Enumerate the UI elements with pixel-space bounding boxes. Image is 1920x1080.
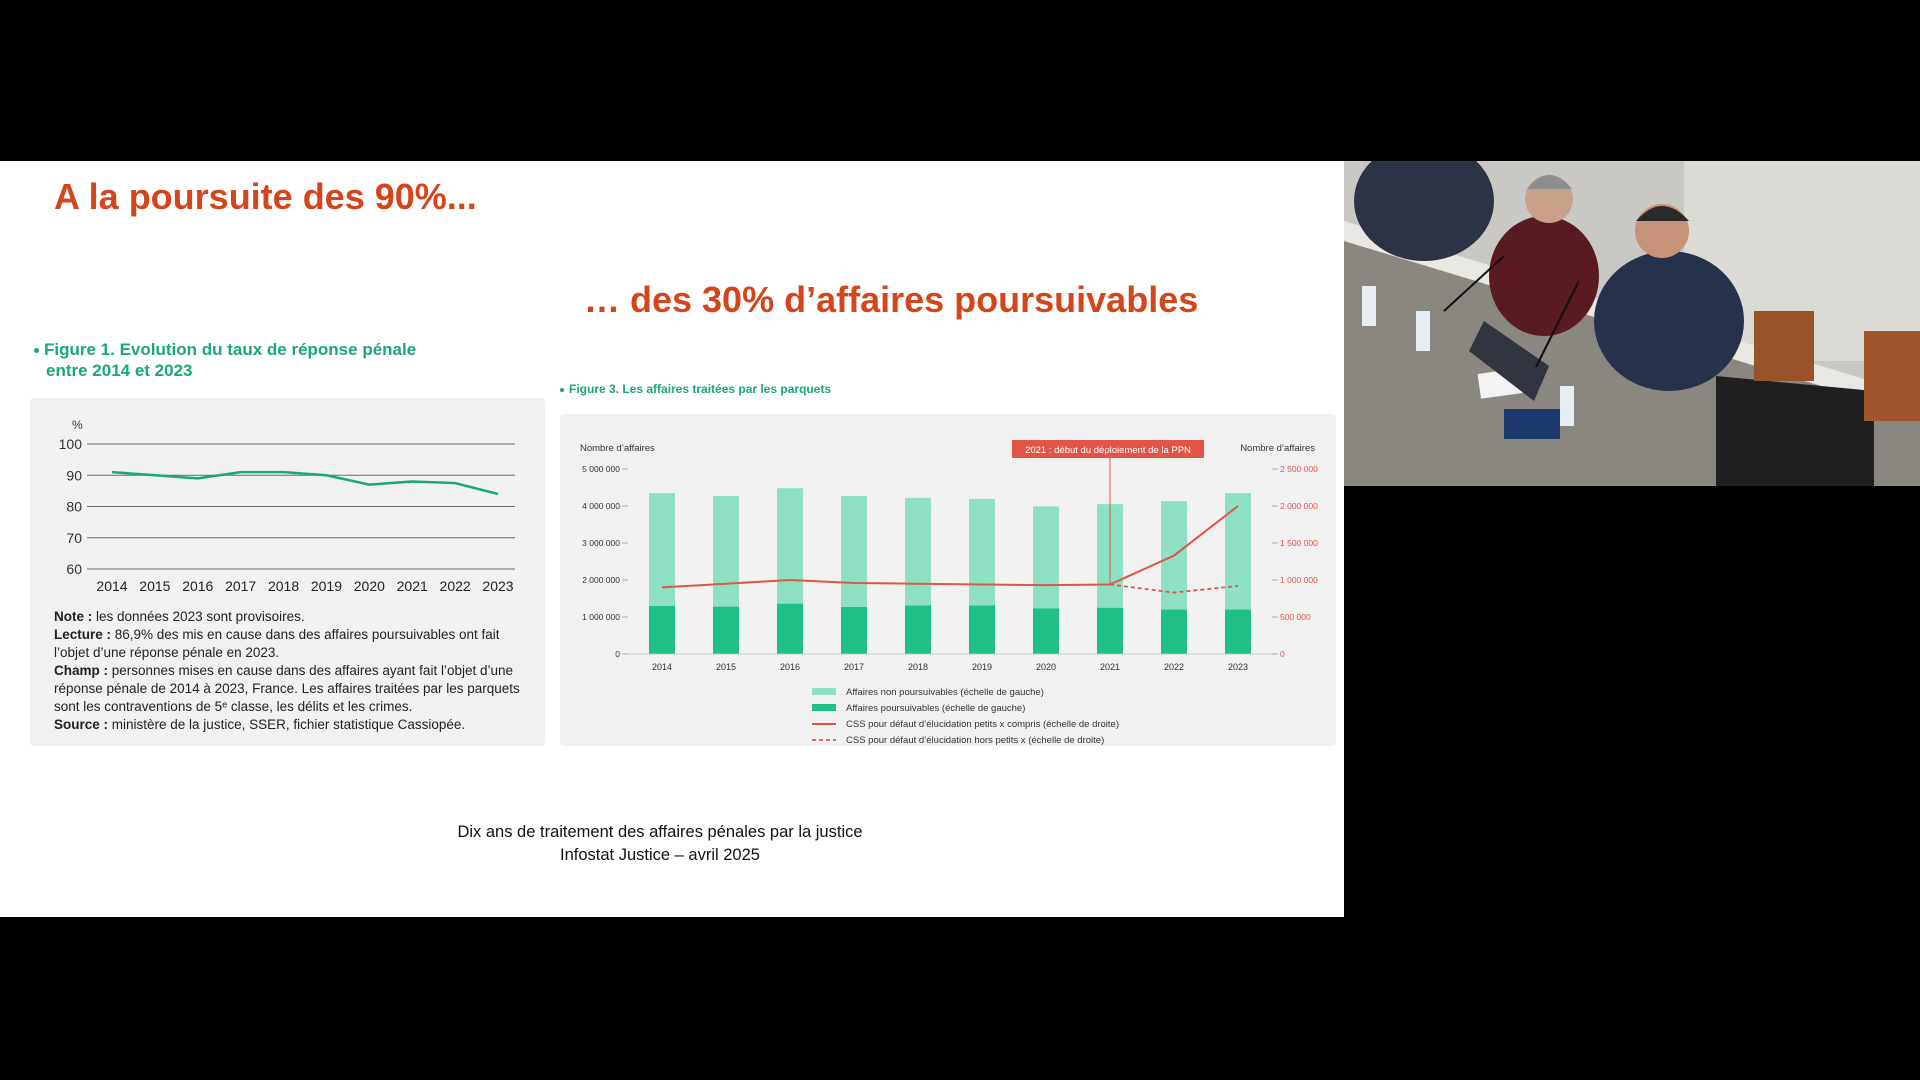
person-right-body: [1594, 251, 1744, 391]
slide-footer: [420, 821, 900, 867]
figure3-panel: [560, 414, 1336, 746]
source-line: [54, 716, 534, 734]
right-axis-title: Nombre d’affaires: [1240, 443, 1315, 454]
bar-non-poursuivables: [713, 496, 739, 607]
figure1-caption-line1: Figure 1. Evolution du taux de réponse pénale: [44, 340, 417, 359]
y-tick-label: 90: [66, 467, 82, 484]
source-label: Source :: [54, 717, 109, 732]
x-tick-label: 2014: [651, 662, 673, 672]
bar-poursuivables: [1161, 610, 1187, 654]
webcam-scene: [1344, 161, 1920, 486]
footer-line2: Infostat Justice – avril 2025: [560, 846, 760, 864]
bar-poursuivables: [1033, 608, 1059, 654]
bar-poursuivables: [841, 607, 867, 654]
water-bottle: [1560, 386, 1574, 426]
y-tick-label: 100: [58, 436, 82, 452]
bar-non-poursuivables: [1225, 493, 1251, 610]
lecture-line: [54, 626, 534, 662]
bar-non-poursuivables: [841, 496, 867, 607]
chair: [1864, 331, 1920, 421]
figure3-caption-text: Figure 3. Les affaires traitées par les parquets: [569, 382, 832, 396]
x-tick-label: 2019: [971, 662, 993, 672]
x-tick-label: 2023: [482, 578, 514, 594]
right-tick-label: 2 500 000: [1280, 464, 1318, 474]
x-tick-label: 2023: [1227, 662, 1249, 672]
water-bottle: [1362, 286, 1376, 326]
bar-poursuivables: [777, 604, 803, 654]
y-tick-label: 80: [66, 498, 82, 515]
bar-poursuivables: [1225, 610, 1251, 654]
bar-poursuivables: [649, 606, 675, 654]
x-tick-label: 2020: [353, 578, 385, 594]
x-tick-label: 2018: [267, 578, 300, 594]
left-axis-title: Nombre d’affaires: [580, 443, 655, 454]
figure1-chart: [30, 398, 545, 608]
x-tick-label: 2018: [907, 662, 929, 672]
x-tick-label: 2016: [779, 662, 801, 672]
left-tick-label: 4 000 000: [582, 501, 620, 511]
lecture-label: Lecture :: [54, 627, 112, 642]
slide-subtitle: … des 30% d’affaires poursuivables: [584, 279, 1199, 320]
figure1-caption-line2: entre 2014 et 2023: [46, 361, 193, 380]
x-tick-label: 2021: [1099, 662, 1121, 672]
bar-non-poursuivables: [1033, 506, 1059, 608]
left-tick-label: 3 000 000: [582, 538, 620, 548]
right-tick-label: 1 500 000: [1280, 538, 1318, 548]
bar-non-poursuivables: [905, 498, 931, 606]
champ-line: [54, 662, 534, 716]
x-tick-label: 2017: [843, 662, 865, 672]
bar-poursuivables: [969, 606, 995, 654]
bullet-icon: [34, 348, 39, 353]
legend-swatch-non-poursuivables: [812, 688, 836, 695]
legend-label: CSS pour défaut d’élucidation hors petits x (échelle de droite): [846, 735, 1105, 746]
person-middle-body: [1489, 216, 1599, 336]
figure1-notes: [54, 608, 534, 734]
x-tick-label: 2019: [310, 578, 343, 594]
lecture-text: 86,9% des mis en cause dans des affaires poursuivables ont fait l’objet d’une réponse pénale en 2023.: [54, 627, 500, 660]
x-tick-label: 2014: [96, 578, 128, 594]
monitor: [1716, 376, 1874, 486]
left-tick-label: 1 000 000: [582, 612, 620, 622]
left-tick-label: 0: [615, 649, 620, 659]
right-tick-label: 1 000 000: [1280, 575, 1318, 585]
x-tick-label: 2015: [139, 578, 171, 594]
figure3-caption: [560, 382, 831, 396]
book: [1504, 409, 1560, 439]
x-tick-label: 2016: [182, 578, 214, 594]
annotation-text: 2021 : début du déploiement de la PPN: [1025, 445, 1191, 456]
champ-label: Champ :: [54, 663, 108, 678]
legend-label: Affaires poursuivables (échelle de gauche): [846, 703, 1026, 714]
source-text: ministère de la justice, SSER, fichier statistique Cassiopée.: [108, 717, 466, 732]
series-line-solid: [662, 506, 1238, 587]
note-line: [54, 608, 534, 626]
right-tick-label: 0: [1280, 649, 1285, 659]
x-tick-label: 2022: [439, 578, 471, 594]
water-bottle: [1416, 311, 1430, 351]
bar-poursuivables: [905, 606, 931, 654]
figure1-caption: [34, 339, 504, 381]
right-tick-label: 500 000: [1280, 612, 1311, 622]
chair: [1754, 311, 1814, 381]
y-tick-label: 60: [66, 561, 82, 577]
legend-label: CSS pour défaut d’élucidation petits x compris (échelle de droite): [846, 719, 1120, 730]
x-tick-label: 2015: [715, 662, 737, 672]
y-tick-label: 70: [66, 529, 82, 546]
bar-poursuivables: [713, 607, 739, 654]
bar-non-poursuivables: [777, 488, 803, 603]
presentation-slide: [0, 161, 1344, 917]
bar-poursuivables: [1097, 608, 1123, 654]
x-tick-label: 2021: [396, 578, 428, 594]
note-label: Note :: [54, 609, 93, 624]
webcam-video-feed: [1344, 161, 1920, 486]
slide-title: A la poursuite des 90%...: [54, 176, 477, 217]
left-tick-label: 5 000 000: [582, 464, 620, 474]
left-tick-label: 2 000 000: [582, 575, 620, 585]
note-text: les données 2023 sont provisoires.: [92, 609, 305, 624]
bar-non-poursuivables: [649, 493, 675, 606]
legend-swatch-poursuivables: [812, 704, 836, 711]
legend-label: Affaires non poursuivables (échelle de gauche): [846, 687, 1044, 698]
figure1-panel: [30, 398, 545, 746]
x-tick-label: 2022: [1163, 662, 1185, 672]
champ-text: personnes mises en cause dans des affaires ayant fait l’objet d’une réponse pénale de 2014 à 2023, France. Les affaires traitées par les parquets sont les contraventions de 5ᵉ classe, les délits et les crimes.: [54, 663, 520, 714]
footer-line1: Dix ans de traitement des affaires pénales par la justice: [457, 823, 863, 841]
right-tick-label: 2 000 000: [1280, 501, 1318, 511]
bullet-icon: [560, 388, 564, 392]
x-tick-label: 2020: [1035, 662, 1057, 672]
x-tick-label: 2017: [225, 578, 257, 594]
y-axis-label: %: [72, 418, 83, 432]
figure3-chart: [560, 414, 1336, 746]
bar-non-poursuivables: [969, 499, 995, 606]
